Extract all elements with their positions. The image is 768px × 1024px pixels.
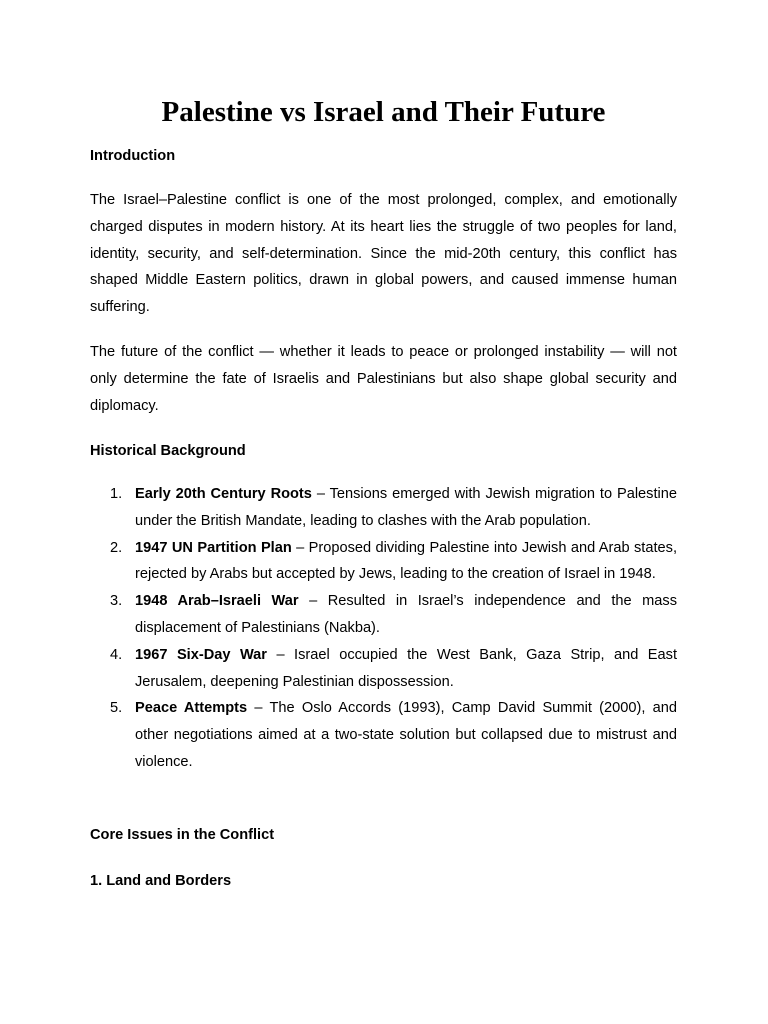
list-item-number: 4. [110, 646, 123, 663]
list-item [90, 588, 677, 642]
list-item-text: – The Oslo Accords (1993), Camp David Summit (2000), and other negotiations aimed at a two-state solution but collapsed due to mistrust and violence. [135, 700, 677, 770]
list-item-number: 3. [110, 593, 123, 610]
list-item-number: 2. [110, 539, 123, 556]
subsection-heading-land-and-borders: 1. Land and Borders [90, 873, 232, 889]
document-title: Palestine vs Israel and Their Future [161, 96, 606, 128]
list-item-term: 1947 UN Partition Plan [135, 539, 292, 556]
list-item [90, 481, 677, 535]
list-item-text: – Resulted in Israel’s independence and the mass displacement of Palestinians (Nakba). [135, 593, 677, 636]
list-item-number: 1. [110, 486, 123, 502]
list-item [90, 695, 677, 775]
list-item-term: Peace Attempts [135, 700, 248, 717]
list-item-term: 1948 Arab–Israeli War [135, 593, 299, 610]
list-item-term: 1967 Six-Day War [135, 646, 267, 663]
list-item-text: – Tensions emerged with Jewish migration to Palestine under the British Mandate, leading to clashes with the Arab population. [135, 486, 678, 529]
list-item-text: – Israel occupied the West Bank, Gaza Strip, and East Jerusalem, deepening Palestinian dispossession. [135, 646, 678, 690]
section-heading-introduction: Introduction [90, 148, 176, 164]
list-item-number: 5. [110, 700, 123, 717]
list-item-term: Early 20th Century Roots [135, 486, 312, 502]
list-item [90, 535, 677, 589]
historical-background-list [90, 481, 677, 776]
list-item-text: – Proposed dividing Palestine into Jewish and Arab states, rejected by Arabs but accepted by Jews, leading to the creation of Israel in 1948. [135, 539, 677, 583]
section-heading-core-issues: Core Issues in the Conflict [90, 827, 275, 843]
list-item [90, 642, 677, 696]
intro-paragraph-1: The Israel–Palestine conflict is one of the most prolonged, complex, and emotionally charged disputes in modern history. At its heart lies the struggle of two peoples for land, identity, security, and self-determination. Since the mid-20th century, this conflict has shaped Middle Eastern politics, drawn in global powers, and caused immense human suffering. [90, 192, 677, 316]
section-heading-historical-background: Historical Background [90, 443, 246, 459]
intro-paragraph-2: The future of the conflict — whether it leads to peace or prolonged instability — will not only determine the fate of Israelis and Palestinians but also shape global security and diplomacy. [90, 344, 677, 414]
